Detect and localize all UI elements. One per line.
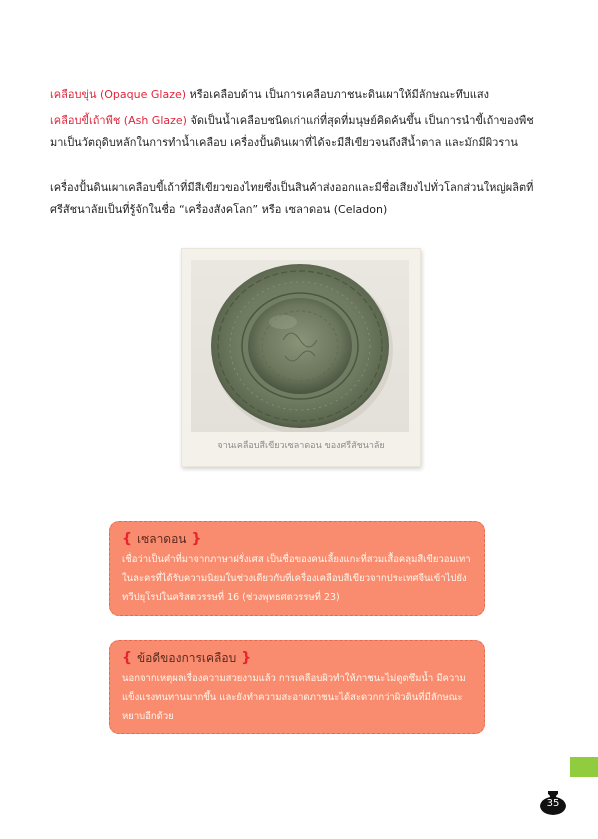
term-ash-glaze: เคลือบขี้เถ้าพืช (Ash Glaze) xyxy=(50,114,187,127)
figure-caption: จานเคลือบสีเขียวเซลาดอน ของศรีสัชนาลัย xyxy=(217,441,385,451)
info-box-title: เซลาดอน xyxy=(136,532,187,546)
page-number: 35 xyxy=(546,798,560,809)
brace-open: { xyxy=(122,650,132,666)
brace-open: { xyxy=(122,531,132,547)
brace-close: } xyxy=(191,531,202,547)
info-box-celadon xyxy=(109,521,485,616)
paragraph-celadon xyxy=(50,177,542,221)
info-box-title: ข้อดีของการเคลือบ xyxy=(136,651,237,665)
info-box-body: นอกจากเหตุผลเรื่องความสวยงามแล้ว การเคลือบผิวทำให้ภาชนะไม่ดูดซึมน้ำ มีความแข็งแรงทนทานมากขึ้น และยังทำความสะอาดภาชนะได้สะดวกกว่าผิวดินที่มีลักษณะหยาบอีกด้วย xyxy=(122,673,466,722)
celadon-plate-illustration xyxy=(191,260,409,432)
paragraph-ash-glaze xyxy=(50,110,542,154)
info-box-body: เชื่อว่าเป็นคำที่มาจากภาษาฝรั่งเศส เป็นชื่อของคนเลี้ยงแกะที่สวมเสื้อคลุมสีเขียวอมเทาในละครที่ได้รับความนิยมในช่วงเดียวกับที่เครื่องเคลือบสีเขียวจากประเทศจีนเข้าไปยังทวีปยุโรปในคริสตวรรษที่ 16 (ช่วงพุทธศตวรรษที่ 23) xyxy=(122,554,471,603)
info-box-heading xyxy=(122,530,201,549)
paragraph-text: เครื่องปั้นดินเผาเคลือบขี้เถ้าที่มีสีเขียวของไทยซึ่งเป็นสินค้าส่งออกและมีชื่อเสียงไปทั่วโลกส่วนใหญ่ผลิตที่ศรีสัชนาลัยเป็นที่รู้จักในชื่อ “เครื่องสังคโลก” หรือ เซลาดอน (Celadon) xyxy=(50,181,534,216)
info-box-glaze-benefits xyxy=(109,640,485,734)
info-box-heading xyxy=(122,649,251,668)
paragraph-text: จัดเป็นน้ำเคลือบชนิดเก่าแก่ที่สุดที่มนุษย์คิดค้นขึ้น เป็นการนำขี้เถ้าของพืชมาเป็นวัตถุดิบหลักในการทำน้ำเคลือบ เครื่องปั้นดินเผาที่ได้จะมีสีเขียวจนถึงสีน้ำตาล และมักมีผิวราน xyxy=(50,114,534,149)
figure-celadon-plate xyxy=(181,248,421,467)
brace-close: } xyxy=(241,650,252,666)
term-opaque-glaze: เคลือบขุ่น (Opaque Glaze) xyxy=(50,88,187,101)
celadon-plate-photo xyxy=(191,260,409,432)
page-number-badge xyxy=(538,790,568,816)
section-color-tab xyxy=(570,757,598,777)
paragraph-opaque-glaze xyxy=(50,84,542,106)
paragraph-text: หรือเคลือบด้าน เป็นการเคลือบภาชนะดินเผาให้มีลักษณะทึบแสง xyxy=(186,88,489,101)
